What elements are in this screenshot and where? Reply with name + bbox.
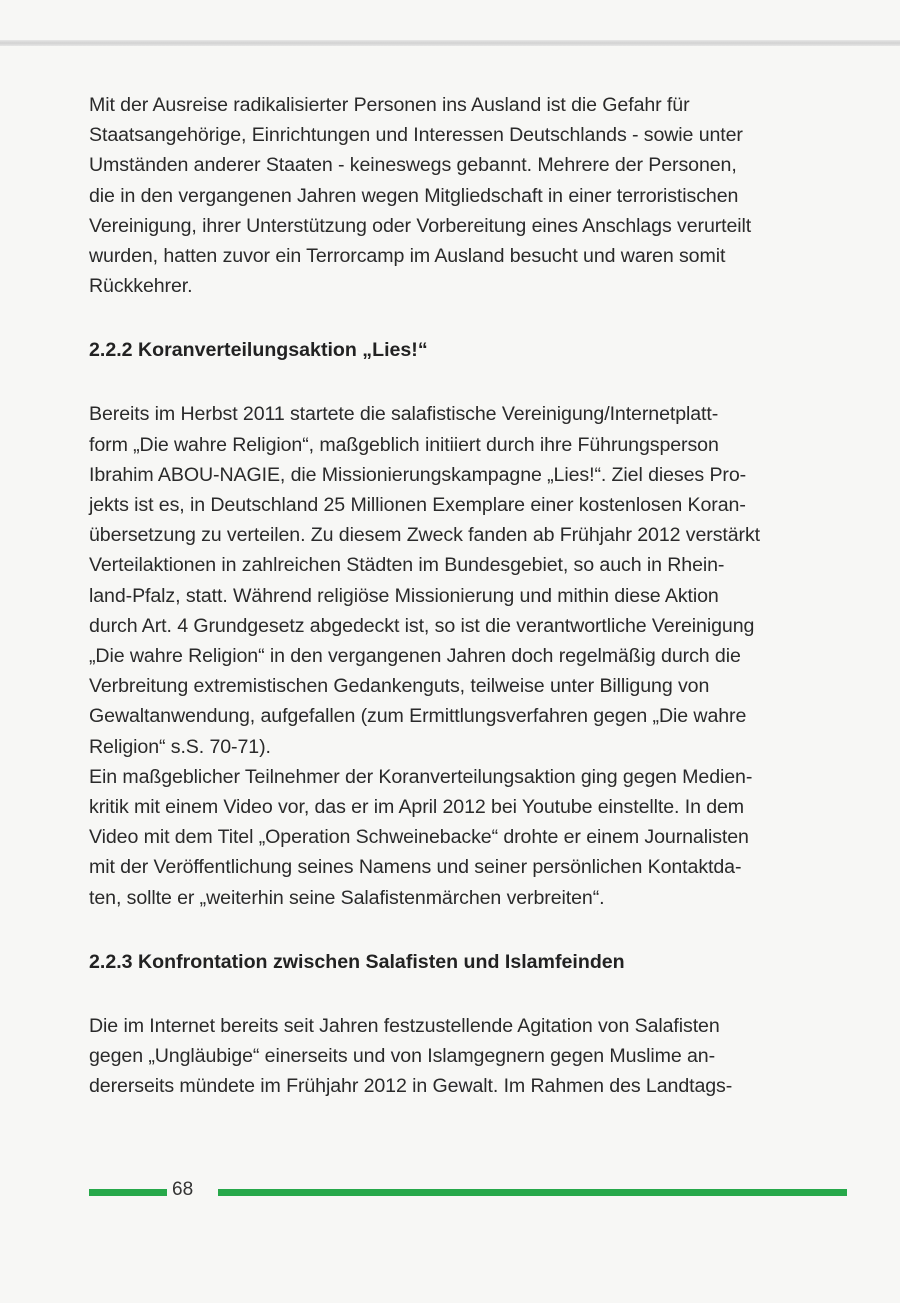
footer-bar-right	[218, 1189, 847, 1196]
page-footer	[0, 1175, 900, 1205]
footer-bar-left	[89, 1189, 167, 1196]
top-divider	[0, 40, 900, 46]
paragraph-koranverteilung: Bereits im Herbst 2011 startete die salafistische Vereinigung/Internetplatt- form „Die wahre Religion“, maßgeblich initiiert durch ihre Führungsperson Ibrahim ABOU-NAGIE, die Missionierungskampagne „Lies!“. Ziel dieses Pro- jekts ist es, in Deutschland 25 Millionen Exemplare einer kostenlosen Koran- übersetzung zu verteilen. Zu diesem Zweck fanden ab Frühjahr 2012 verstärkt Verteilaktionen in zahlreichen Städten im Bundesgebiet, so auch in Rhein- land-Pfalz, statt. Während religiöse Missionierung und mithin diese Aktion durch Art. 4 Grundgesetz abgedeckt ist, so ist die verantwortliche Vereinigung „Die wahre Religion“ in den vergangenen Jahren doch regelmäßig durch die Verbreitung extremistischen Gedankenguts, teilweise unter Billigung von Gewaltanwendung, aufgefallen (zum Ermittlungsverfahren gegen „Die wahre Religion“ s.S. 70-71).	[89, 403, 761, 758]
section-heading-2-2-3: 2.2.3 Konfrontation zwischen Salafisten und Islamfeinden	[89, 950, 625, 973]
paragraph-intro: Mit der Ausreise radikalisierter Personen ins Ausland ist die Gefahr für Staatsangehörige, Einrichtungen und Interessen Deutschlands - sowie unter Umständen anderer Staaten - keineswegs gebannt. Mehrere der Personen, die in den vergangenen Jahren wegen Mitgliedschaft in einer terroristischen Vereinigung, ihrer Unterstützung oder Vorbereitung eines Anschlags verurteilt wurden, hatten zuvor ein Terrorcamp im Ausland besucht und waren somit Rückkehrer.	[89, 94, 752, 298]
document-body	[89, 90, 849, 1101]
page-number: 68	[172, 1179, 194, 1200]
paragraph-video: Ein maßgeblicher Teilnehmer der Koranverteilungsaktion ging gegen Medien- kritik mit einem Video vor, das er im April 2012 bei Youtube einstellte. In dem Video mit dem Titel „Operation Schweinebacke“ drohte er einem Journalisten mit der Veröffentlichung seines Namens und seiner persönlichen Kontaktda- ten, sollte er „weiterhin seine Salafistenmärchen verbreiten“.	[89, 765, 753, 909]
section-heading-2-2-2: 2.2.2 Koranverteilungsaktion „Lies!“	[89, 339, 428, 362]
paragraph-konfrontation: Die im Internet bereits seit Jahren festzustellende Agitation von Salafisten gegen „Ungläubige“ einerseits und von Islamgegnern gegen Muslime an- dererseits mündete im Frühjahr 2012 in Gewalt. Im Rahmen des Landtags-	[89, 1014, 733, 1098]
